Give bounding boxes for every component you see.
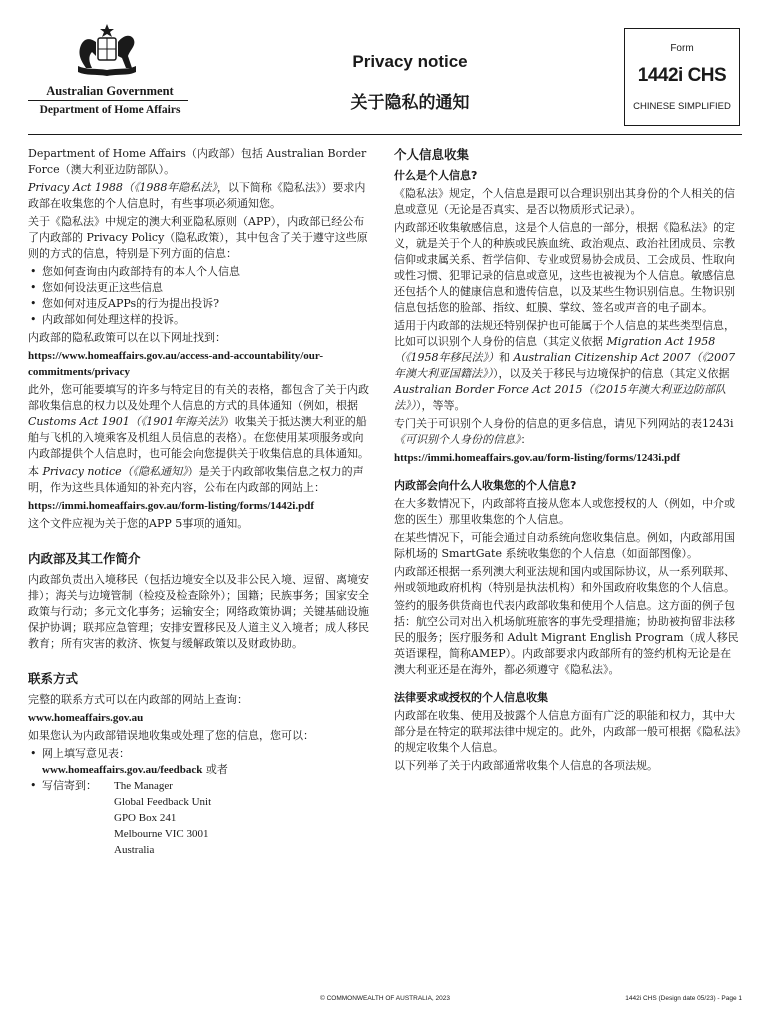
section-heading-collection: 个人信息收集 <box>394 147 470 162</box>
homeaffairs-link[interactable]: www.homeaffairs.gov.au <box>28 712 144 724</box>
contractor-paragraph: 签约的服务供货商也代表内政部收集和使用个人信息。这方面的例子包括：航空公司对出入机场航班旅客的事先受理措施；协助被拘留非法移民的服务；医疗服务和 Adult Migrant English Program（成人移民英语课程，简称AMEP）。内政部要求内政部所有的签约机构无论是在澳大利亚还是在海外，都必须遵守《隐私法》。 <box>394 599 739 676</box>
subheading-from-whom: 内政部会向什么人收集您的个人信息? <box>394 479 577 492</box>
feedback-link[interactable]: www.homeaffairs.gov.au/feedback <box>42 764 203 776</box>
notice-paragraph: 本 Privacy notice（《隐私通知》）是关于内政部收集信息之权力的声明，作为这些具体通知的补充内容，公布在内政部的网站上： <box>28 465 364 494</box>
list-item: • 您如何查询由内政部持有的本人个人信息 <box>28 264 374 280</box>
legal-paragraph: 内政部在收集、使用及披露个人信息方面有广泛的职能和权力，其中大部分是在特定的联邦法律中规定的。此外，内政部一般可根据《隐私法》的规定收集个人信息。 <box>394 709 741 754</box>
policy-location-text: 内政部的隐私政策可以在以下网址找到： <box>28 331 226 344</box>
government-name: Australian Government <box>46 84 174 98</box>
header-divider <box>28 100 188 101</box>
protected-info-paragraph: 适用于内政部的法规还特别保护也可能属于个人信息的某些类型信息，比如可以识别个人身份的信息（其定义依据 Migration Act 1958（《1958年移民法》）和 Australian Citizenship Act 2007（《2007年澳大利亚国籍法》）），以及关于移民与边境保护的信息（其定义依据 Australian Border Force Act 2015（《2015年澳大利亚边防部队法》）），等等。 <box>394 319 736 412</box>
top-divider <box>28 134 742 135</box>
section-heading-contact: 联系方式 <box>28 671 79 686</box>
subheading-legal: 法律要求或授权的个人信息收集 <box>394 691 548 704</box>
privacy-act-paragraph: Privacy Act 1988（《1988年隐私法》，以下简称《隐私法》）要求内政部在收集您的个人信息时，有些事项必须通知您。 <box>28 181 366 210</box>
form-1243i-paragraph: 专门关于可识别个人身份的信息的更多信息，请见下列网站的表1243i《可识别个人身份的信息》： <box>394 417 734 446</box>
contact-intro: 完整的联系方式可以在内政部的网站上查询： <box>28 693 248 706</box>
coat-of-arms-icon <box>72 22 142 80</box>
postal-address: The Manager Global Feedback Unit GPO Box 241 Melbourne VIC 3001 Australia <box>114 780 212 856</box>
intro-paragraph: Department of Home Affairs（内政部）包括 Australian Border Force（澳大利亚边防部队）。 <box>28 147 367 176</box>
form-id-box <box>624 28 740 126</box>
automated-collection-paragraph: 在某些情况下，可能会通过自动系统向您收集信息。例如，内政部用国际机场的 SmartGate 系统收集您的个人信息（如面部图像）。 <box>394 531 735 560</box>
definition-paragraph: 《隐私法》规定，个人信息是跟可以合理识别出其身份的个人相关的信息或意见（无论是否真实、是否以物质形式记录）。 <box>394 187 735 216</box>
list-item: • 网上填写意见表： www.homeaffairs.gov.au/feedback 或者 <box>28 746 374 778</box>
list-item <box>28 778 374 858</box>
list-item: • 您如何设法更正这些信息 <box>28 280 374 296</box>
policy-bullet-list <box>28 264 374 328</box>
title-english: Privacy notice <box>352 52 468 71</box>
app-paragraph: 关于《隐私法》中规定的澳大利亚隐私原则（APP），内政部已经公布了内政部的 Privacy Policy（隐私政策），其中包含了关于遵守这些原则的方式的信息，特别是下列方面的信息： <box>28 215 368 260</box>
app5-text: 这个文件应视为关于您的APP 5事项的通知。 <box>28 517 249 530</box>
contact-bullet-list <box>28 746 374 858</box>
contact-complaint-text: 如果您认为内政部错误地收集或处理了您的信息，您可以： <box>28 729 314 742</box>
subheading-what-is: 什么是个人信息? <box>394 169 478 182</box>
list-item: • 您如何对违反APPs的行为提出投诉? <box>28 296 374 312</box>
privacy-policy-link[interactable]: https://www.homeaffairs.gov.au/access-and-accountability/our-commitments/privacy <box>28 350 324 378</box>
agency-collection-paragraph: 内政部还根据一系列澳大利亚法规和国内或国际协议，从一系列联邦、州或领地政府机构（特别是执法机构）和外国政府收集您的个人信息。 <box>394 565 735 594</box>
form-1243i-link[interactable]: https://immi.homeaffairs.gov.au/form-listing/forms/1243i.pdf <box>394 452 680 464</box>
mail-label: • 写信寄到： <box>42 779 97 792</box>
form-label: Form <box>670 43 694 54</box>
legislation-intro: 以下列举了关于内政部通常收集个人信息的各项法规。 <box>394 759 658 772</box>
form-language: CHINESE SIMPLIFIED <box>633 101 731 112</box>
department-name: Department of Home Affairs <box>39 104 181 116</box>
sensitive-info-paragraph: 内政部还收集敏感信息，这是个人信息的一部分，根据《隐私法》的定义，就是关于个人的种族或民族血统、政治观点、政治社团成员、宗教信仰或隶属关系、哲学信仰、专业或贸易协会成员、工会成员、性取向或性习惯、犯罪记录的信息或意见，这些也被视为个人信息。敏感信息还包括个人的健康信息和遗传信息，以及某些生物识别信息。生物识别信息包括您的脸部、指纹、虹膜、掌纹、签名或声音的电子副本。 <box>394 221 735 314</box>
notice-link[interactable]: https://immi.homeaffairs.gov.au/form-listing/forms/1442i.pdf <box>28 500 314 512</box>
department-paragraph: 内政部负责出入境移民（包括边境安全以及非公民入境、逗留、离境安排）；海关与边境管制（检疫及检查除外）；国籍；民族事务；国家安全政策与行动；多元文化事务；运输安全；网络政策协调；关键基础设施保护协调；联邦应急管理；安排安置移民及人道主义入境者；成人移民教育；所有灾害的救济、恢复与缓解政策以及财政协助。 <box>28 573 369 650</box>
direct-collection-paragraph: 在大多数情况下，内政部将直接从您本人或您授权的人（例如，中介或您的医生）那里收集您的个人信息。 <box>394 497 735 526</box>
list-item: • 内政部如何处理这样的投诉。 <box>28 312 374 328</box>
section-heading-department: 内政部及其工作简介 <box>28 551 141 566</box>
left-column <box>28 146 374 860</box>
form-number: 1442i CHS <box>637 65 727 86</box>
copyright-notice: © COMMONWEALTH OF AUSTRALIA, 2023 <box>320 995 450 1002</box>
page-footer: 1442i CHS (Design date 05/23) - Page 1 <box>625 995 742 1002</box>
forms-paragraph: 此外，您可能要填写的许多与特定目的有关的表格，都包含了关于内政部收集信息的权力以及处理个人信息的方式的具体通知（例如，根据 Customs Act 1901（《1901年海关法》）收集关于抵达澳大利亚的船舶与飞机的入境乘客及机组人员信息的表格）。在您使用某项服务或向内政部提供个人信息时，也可能会向您提供关于收集信息的具体通知。 <box>28 383 369 460</box>
title-chinese: 关于隐私的通知 <box>350 93 470 113</box>
right-column <box>394 146 742 776</box>
